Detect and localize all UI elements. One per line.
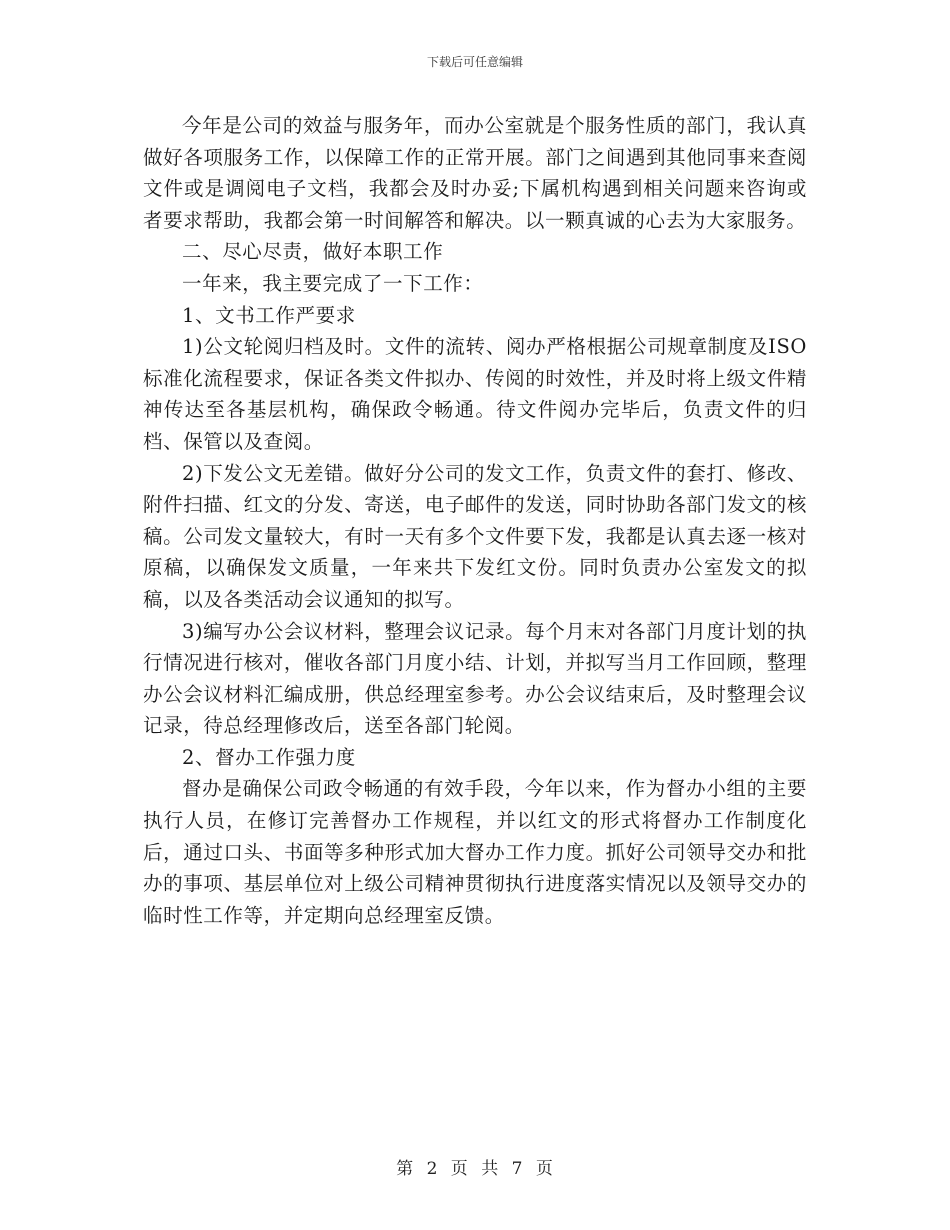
paragraph-issuing: 2)下发公文无差错。做好分公司的发文工作，负责文件的套打、修改、附件扫描、红文的分发、寄送，电子邮件的发送，同时协助各部门发文的核稿。公司发文量较大，有时一天有多个文件要下发，我都是认真去逐一核对原稿，以确保发文质量，一年来共下发红文份。同时负责办公室发文的拟稿，以及各类活动会议通知的拟写。: [143, 461, 807, 611]
page-number: 第 2 页 共 7 页: [396, 1159, 554, 1179]
document-body: [143, 110, 807, 931]
subheading-document-work: 1、文书工作严要求: [182, 303, 356, 327]
paragraph-meetings: 3)编写办公会议材料，整理会议记录。每个月末对各部门月度计划的执行情况进行核对，催收各部门月度小结、计划，并拟写当月工作回顾，整理办公会议材料汇编成册，供总经理室参考。办公会议结束后，及时整理会议记录，待总经理修改后，送至各部门轮阅。: [143, 619, 807, 738]
subheading-supervision: 2、督办工作强力度: [182, 745, 356, 769]
paragraph-archiving: 1)公文轮阅归档及时。文件的流转、阅办严格根据公司规章制度及ISO标准化流程要求，保证各类文件拟办、传阅的时效性，并及时将上级文件精神传达至各基层机构，确保政令畅通。待文件阅办完毕后，负责文件的归档、保管以及查阅。: [143, 335, 807, 453]
paragraph-supervision: 督办是确保公司政令畅通的有效手段，今年以来，作为督办小组的主要执行人员，在修订完善督办工作规程，并以红文的形式将督办工作制度化后，通过口头、书面等多种形式加大督办工作力度。抓好公司领导交办和批办的事项、基层单位对上级公司精神贯彻执行进度落实情况以及领导交办的临时性工作等，并定期向总经理室反馈。: [143, 777, 807, 927]
paragraph-service: 今年是公司的效益与服务年，而办公室就是个服务性质的部门，我认真做好各项服务工作，以保障工作的正常开展。部门之间遇到其他同事来查阅文件或是调阅电子文档，我都会及时办妥;下属机构遇到相关问题来咨询或者要求帮助，我都会第一时间解答和解决。以一颗真诚的心去为大家服务。: [143, 114, 807, 232]
section-heading-duties: 二、尽心尽责，做好本职工作: [182, 240, 444, 264]
page-header: 下载后可任意编辑: [426, 55, 523, 69]
paragraph-intro: 一年来，我主要完成了一下工作：: [182, 271, 484, 295]
